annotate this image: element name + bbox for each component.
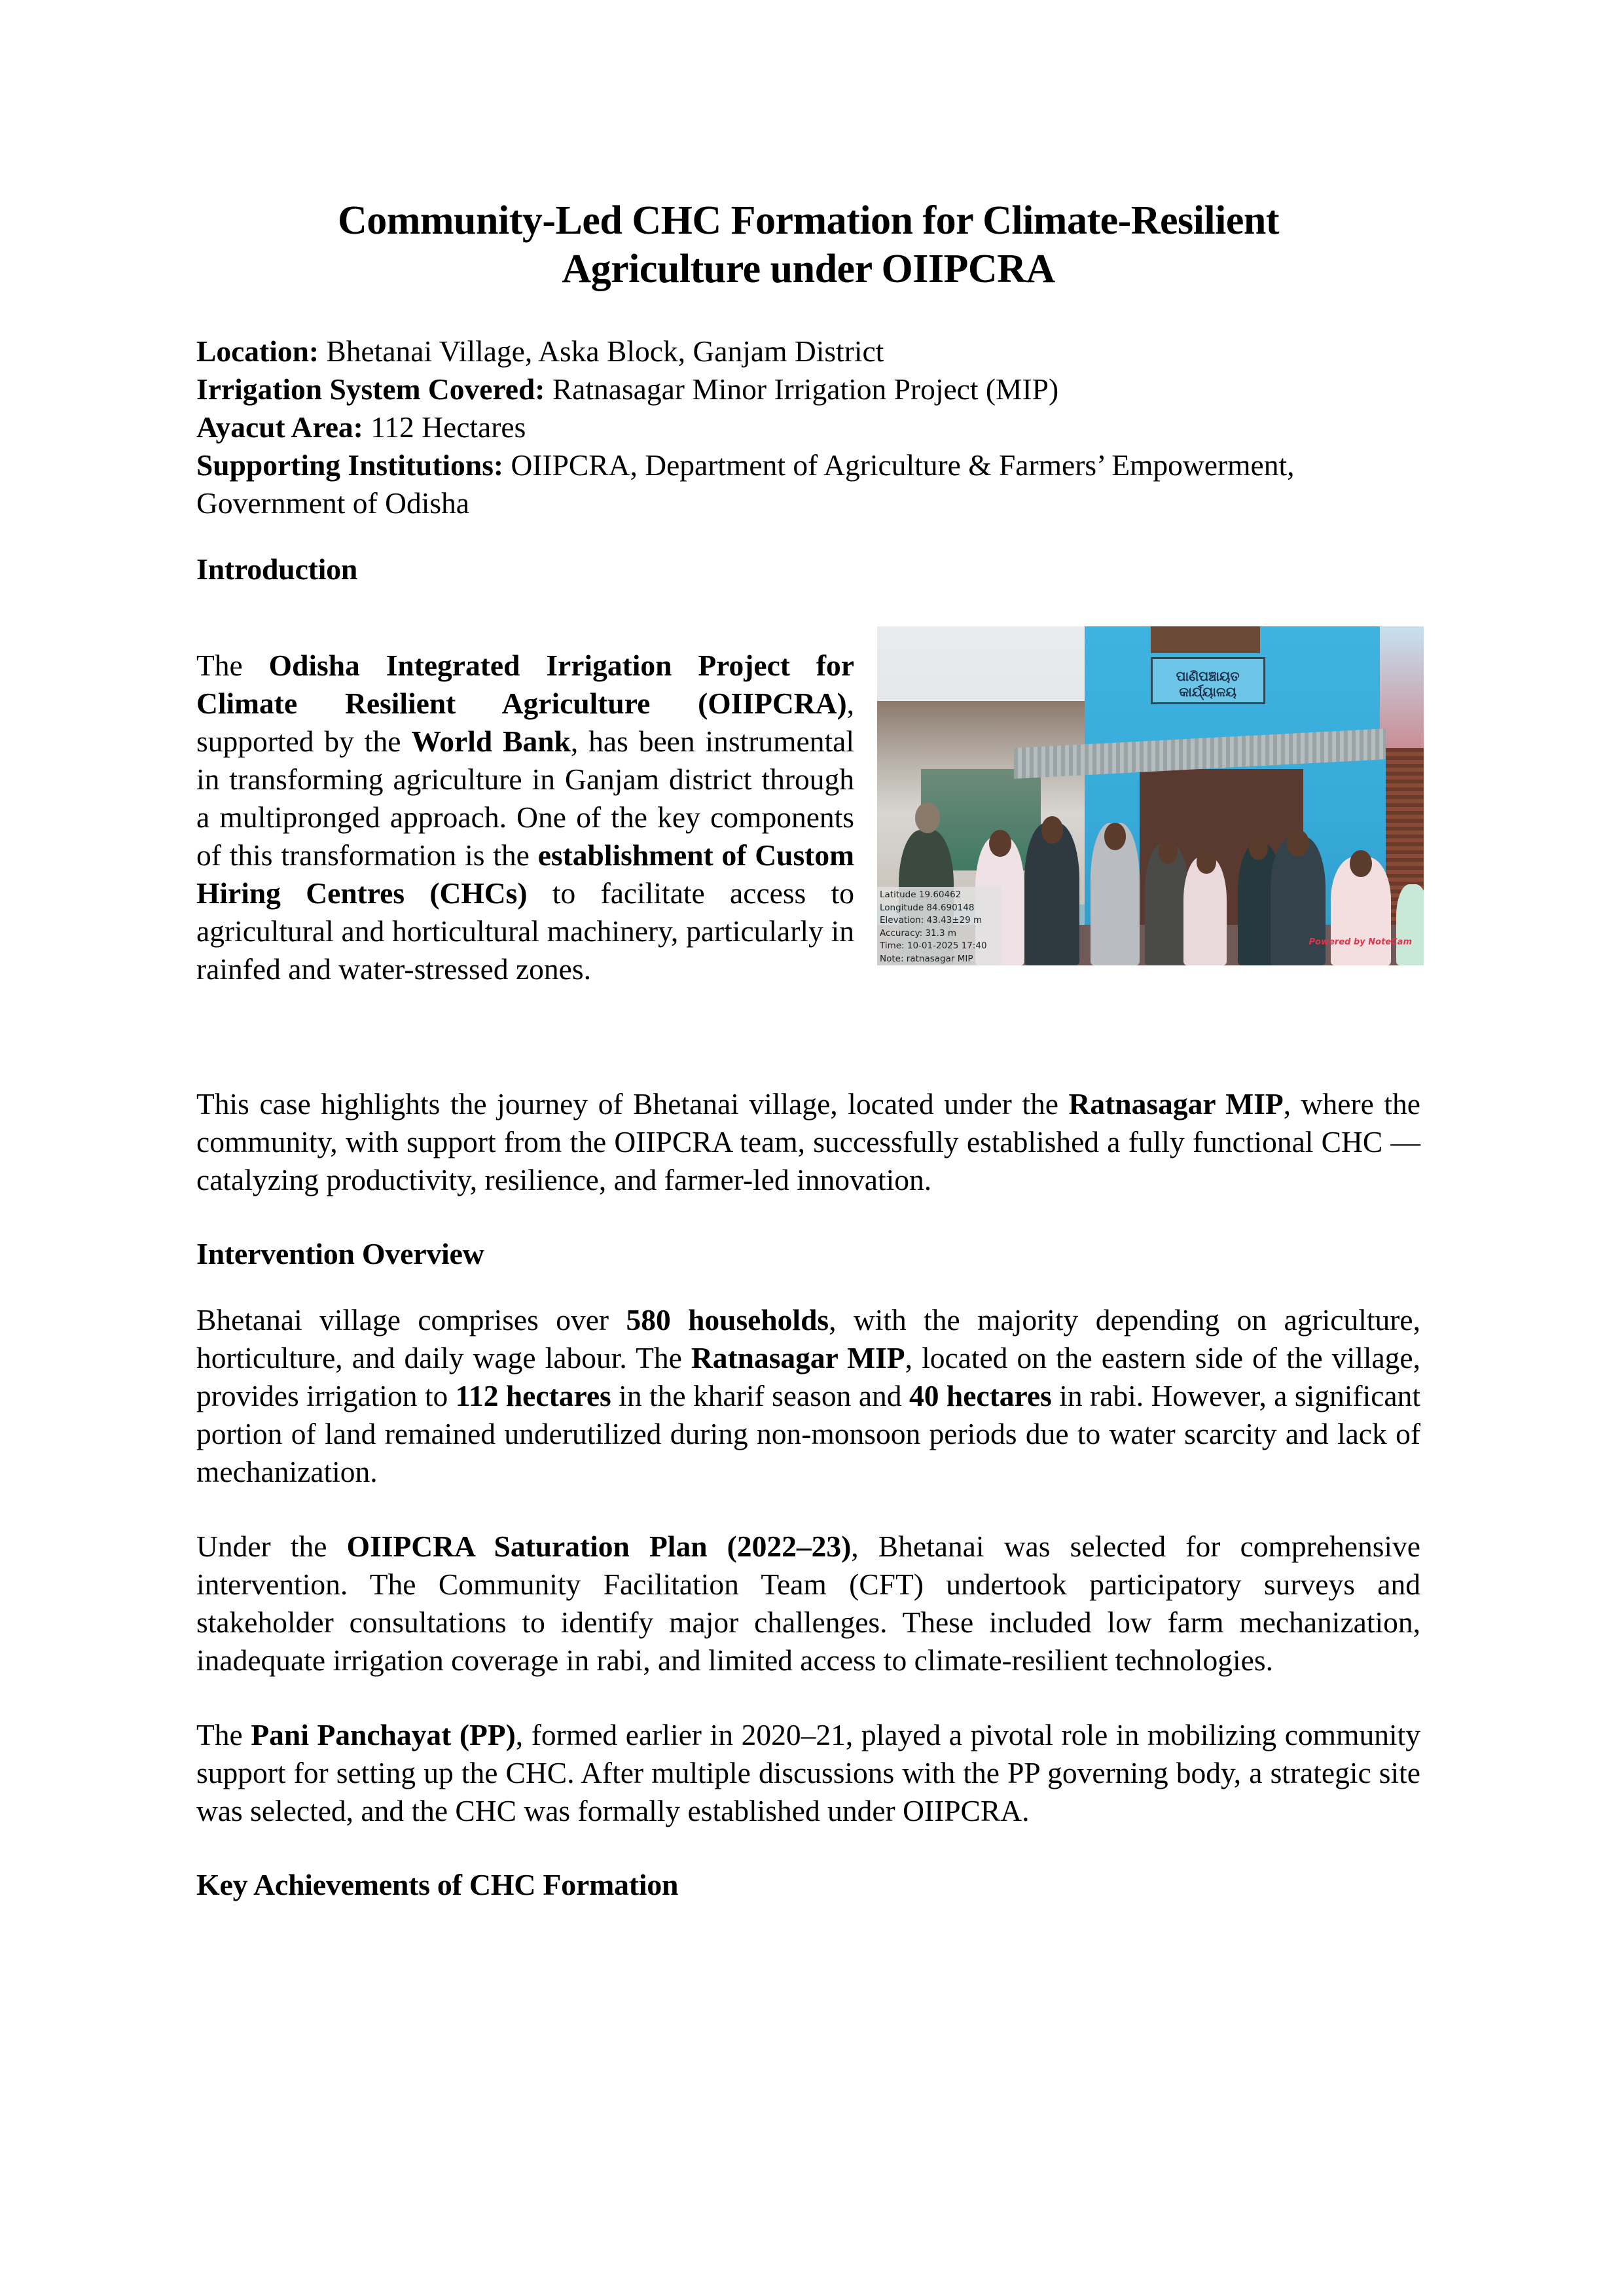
meta-location-label: Location: (196, 334, 319, 368)
photo-person-head (1159, 840, 1178, 863)
meta-location (196, 332, 1420, 370)
photo-person-head (1041, 816, 1063, 843)
heading-key-achievements: Key Achievements of CHC Formation (196, 1868, 679, 1901)
photo-person-head (1350, 850, 1371, 877)
bold-run: establishment of Custom Hiring Centres (CHCs) (196, 838, 854, 910)
meta-irrigation-value: Ratnasagar Minor Irrigation Project (MIP) (545, 372, 1059, 406)
meta-ayacut-value: 112 Hectares (363, 410, 526, 444)
meta-institutions-label: Supporting Institutions: (196, 448, 504, 482)
photo-person-head (989, 830, 1011, 857)
text-run: The (196, 648, 269, 682)
geotag-note: Note: ratnasagar MIP (880, 953, 973, 964)
intervention-paragraph-1 (196, 1301, 1420, 1491)
text-run: in the kharif season and (611, 1379, 909, 1412)
text-run: Under the (196, 1530, 347, 1563)
text-run: in rabi. However, a significant portion of land remained underutilized during non-monsoon periods due to water scarcity and lack of mechanization. (196, 1379, 1420, 1488)
photo-person (1024, 823, 1079, 965)
text-run: , has been instrumental in transforming agriculture in Ganjam district through a multipronged approach. One of the key components of this transformation is the (196, 724, 854, 872)
bold-run: Odisha Integrated Irrigation Project for Climate Resilient Agriculture (OIIPCRA) (196, 648, 854, 720)
text-run: Bhetanai village comprises over (196, 1303, 626, 1336)
title-line-1: Community-Led CHC Formation for Climate-Resilient (337, 198, 1280, 243)
photo-window (1151, 626, 1260, 653)
meta-location-value: Bhetanai Village, Aska Block, Ganjam District (319, 334, 884, 368)
geotag-longitude: Longitude 84.690148 (880, 902, 975, 913)
meta-irrigation-system (196, 370, 1420, 408)
bold-run: World Bank (411, 724, 571, 758)
geotag-time: Time: 10-01-2025 17:40 (880, 941, 987, 951)
bold-run: Pani Panchayat (PP) (251, 1718, 516, 1751)
text-run: to facilitate access to agricultural and horticultural machinery, particularly in rainfed and water-stressed zones. (196, 876, 854, 986)
meta-irrigation-label: Irrigation System Covered: (196, 372, 545, 406)
bold-run: Ratnasagar MIP (1068, 1087, 1284, 1121)
photo-person-head (1104, 823, 1126, 850)
meta-ayacut-label: Ayacut Area: (196, 410, 363, 444)
photo-office-sign: ପାଣିପଞ୍ଚାୟତ କାର୍ଯ୍ୟାଳୟ (1151, 657, 1265, 705)
page-content (196, 196, 1420, 1932)
geotag-elevation: Elevation: 43.43±29 m (880, 915, 983, 925)
photo-watermark: Powered by NoteCam (1308, 937, 1412, 947)
heading-intervention-overview: Intervention Overview (196, 1237, 484, 1270)
text-run: , supported by the (196, 686, 854, 758)
bold-run: 580 households (626, 1303, 829, 1336)
meta-ayacut-area (196, 408, 1420, 446)
intervention-paragraph-3 (196, 1716, 1420, 1830)
text-run: , Bhetanai was selected for comprehensive intervention. The Community Facilitation Team (CFT) undertook participatory surveys and stakeholder consultations to identify major challenges. These included low farm mechanization, inadequate irrigation coverage in rabi, and limited access to climate-resilient technologies. (196, 1530, 1420, 1677)
geotag-latitude: Latitude 19.60462 (880, 889, 962, 900)
photo-person-head (1287, 830, 1308, 857)
bold-run: 40 hectares (909, 1379, 1052, 1412)
bold-run: OIIPCRA Saturation Plan (2022–23) (346, 1530, 852, 1563)
geotag-accuracy: Accuracy: 31.3 m (880, 927, 956, 939)
intervention-paragraph-2 (196, 1528, 1420, 1679)
title-line-2: Agriculture under OIIPCRA (562, 247, 1055, 291)
text-run: The (196, 1718, 251, 1751)
text-run: , with the majority depending on agriculture, horticulture, and daily wage labour. The (196, 1303, 1420, 1374)
text-run: This case highlights the journey of Bhetanai village, located under the (196, 1087, 1069, 1121)
chc-site-photo (877, 626, 1424, 965)
text-run: , formed earlier in 2020–21, played a pivotal role in mobilizing community support for setting up the CHC. After multiple discussions with the PP governing body, a strategic site was selected, and the CHC was formally established under OIIPCRA. (196, 1718, 1420, 1827)
bold-run: Ratnasagar MIP (691, 1341, 905, 1374)
bold-run: 112 hectares (455, 1379, 611, 1412)
introduction-paragraph-2 (196, 1085, 1420, 1199)
photo-geotag-overlay (877, 887, 1001, 965)
photo-person-head (1197, 850, 1216, 874)
photo-person-head (915, 802, 940, 833)
introduction-paragraph-1 (196, 647, 854, 988)
text-run: , where the community, with support from the OIIPCRA team, successfully established a fully functional CHC — catalyzing productivity, resilience, and farmer-led innovation. (196, 1087, 1420, 1196)
photo-side-wall (1380, 626, 1424, 748)
heading-introduction: Introduction (196, 552, 358, 586)
project-metadata (196, 332, 1420, 522)
introduction-block (196, 617, 1420, 1049)
meta-supporting-institutions (196, 446, 1420, 522)
text-run: , located on the eastern side of the village, provides irrigation to (196, 1341, 1420, 1412)
meta-institutions-value: OIIPCRA, Department of Agriculture & Farmers’ Empowerment, Government of Odisha (196, 448, 1295, 520)
document-title (196, 196, 1420, 293)
